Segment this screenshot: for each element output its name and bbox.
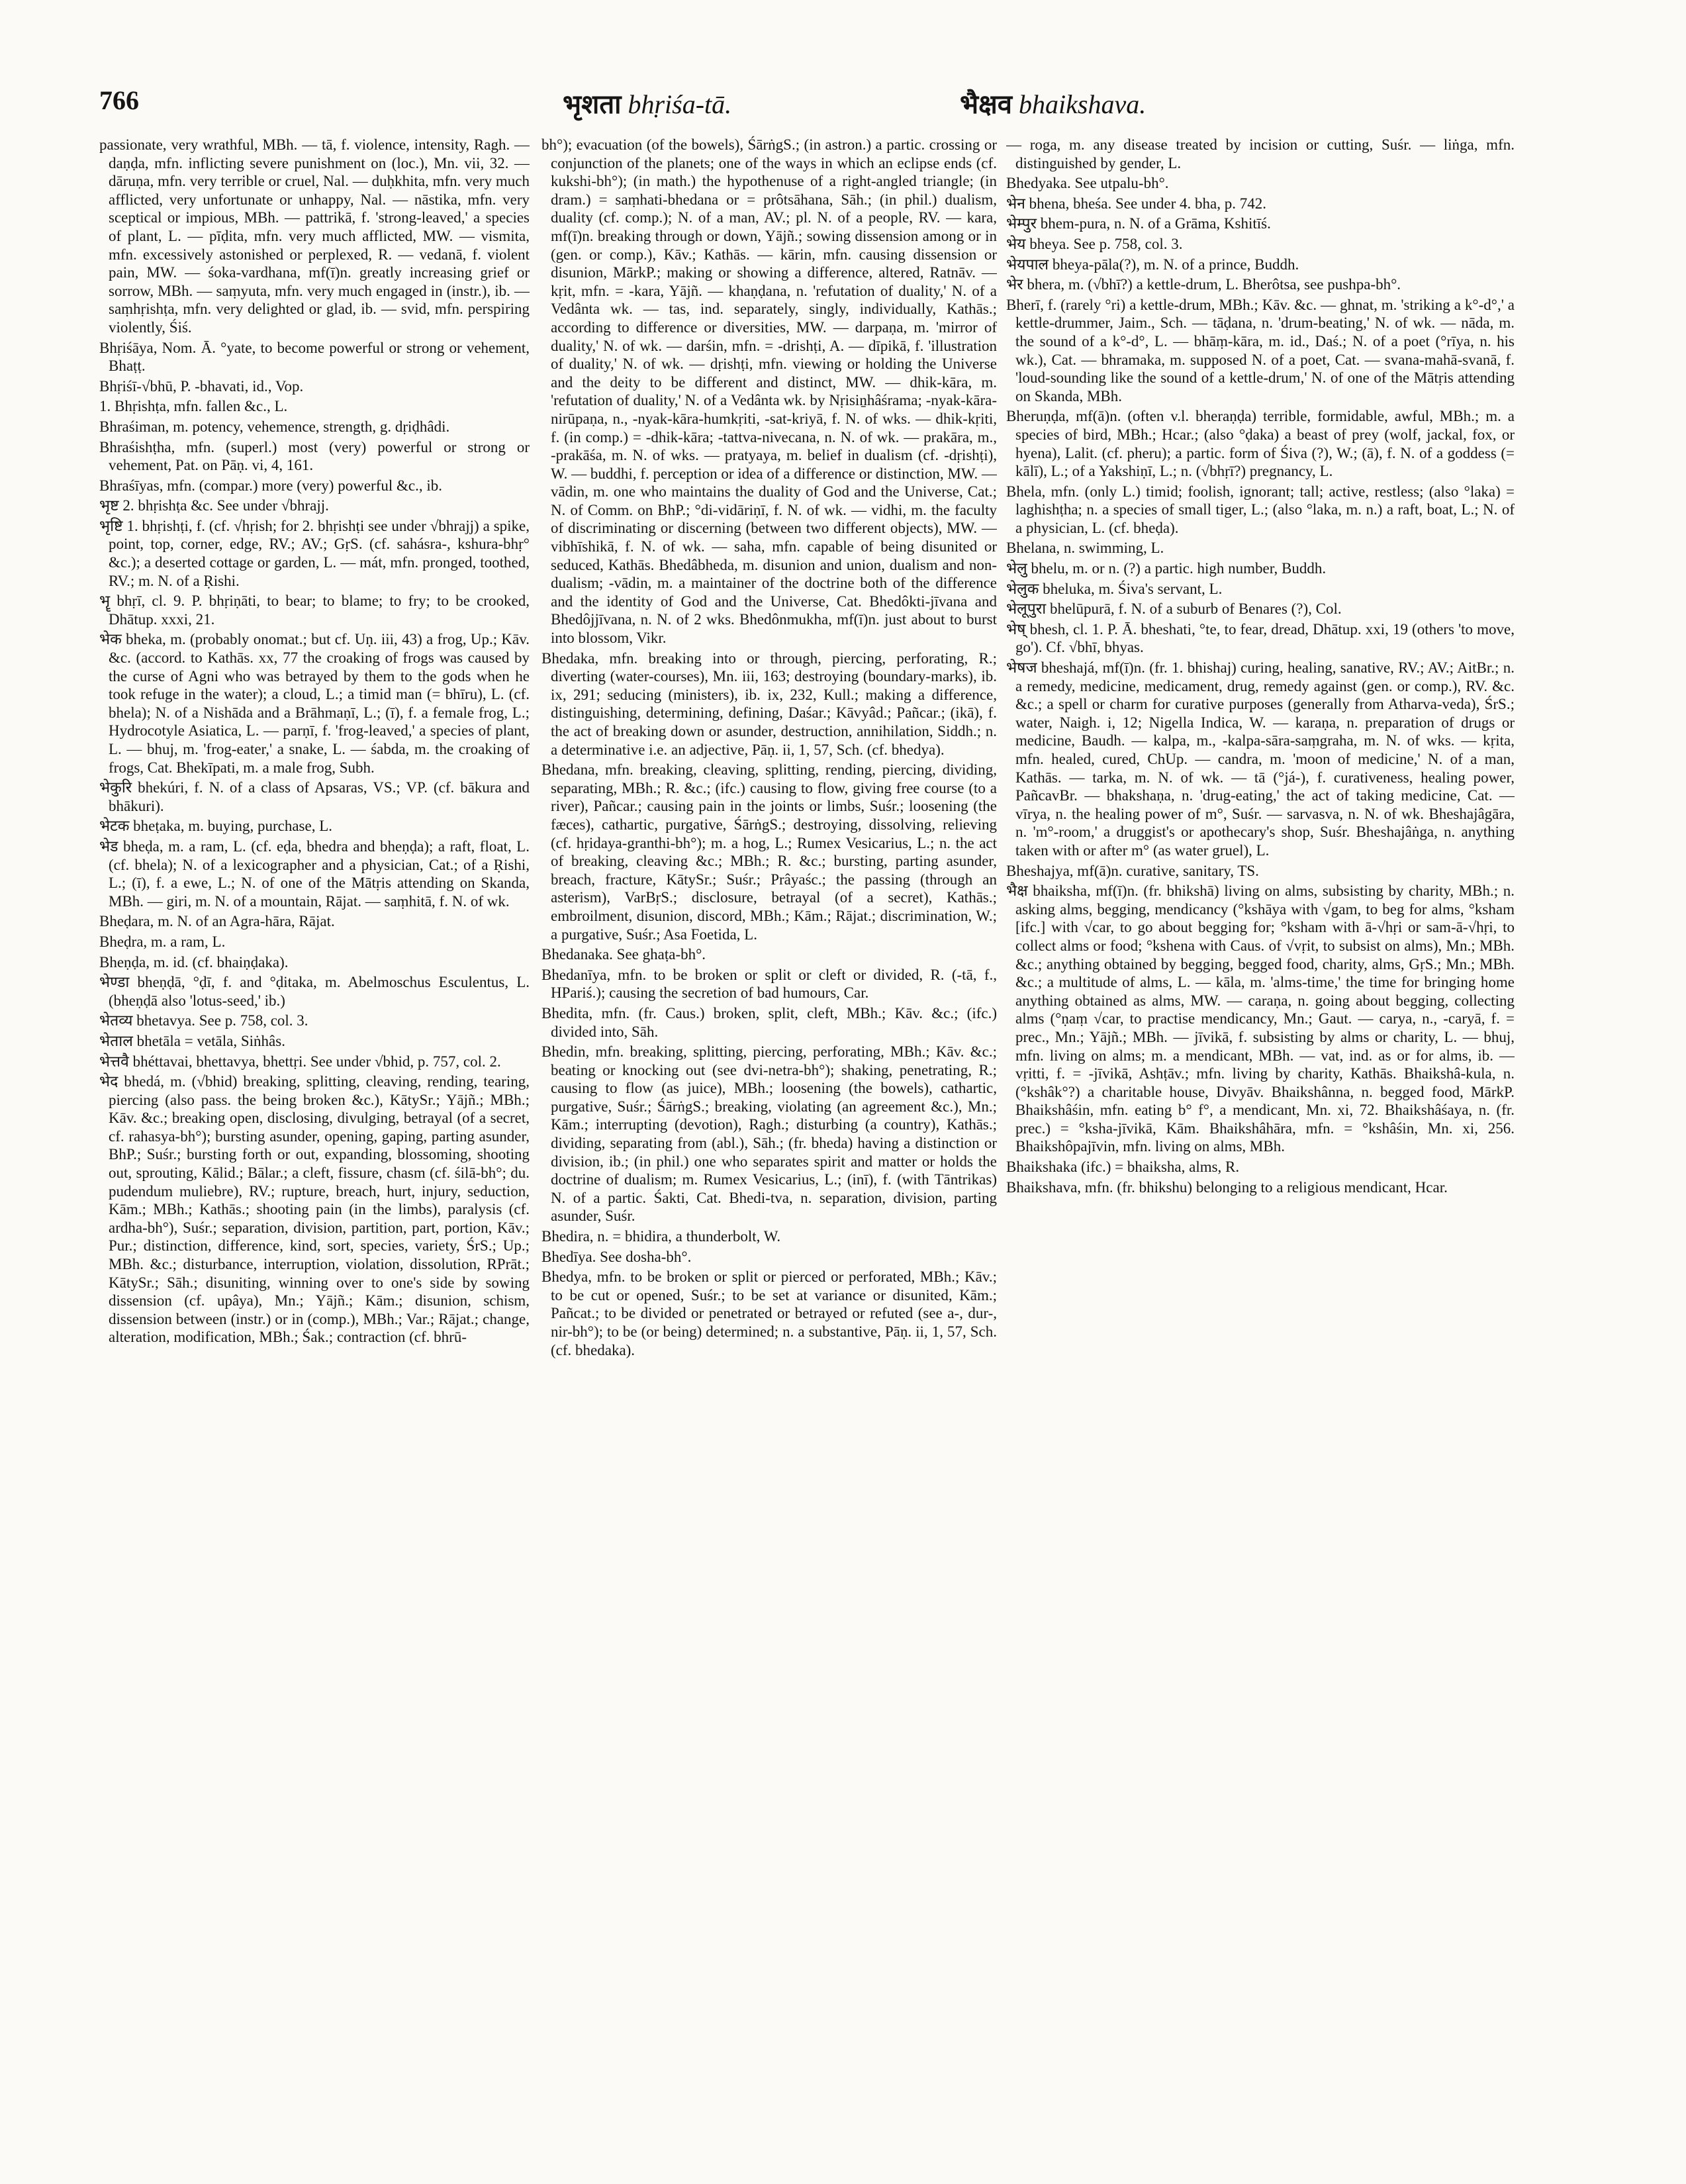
dictionary-entry: भेटक bheṭaka, m. buying, purchase, L. [99, 818, 333, 835]
dictionary-entry: bh°); evacuation (of the bowels), ŚārṅgS.; (in astron.) a partic. crossing or conjunction of the planets; one of the ways in which an eclipse ends (cf. kukshi-bh°); (in math.) the hypothenuse of a right-angled triangle; (in dram.) = saṃhati-bhedana or = prôtsāhana, Sāh.; (in phil.) dualism, duality (cf. comp.); N. of a man, AV.; pl. N. of a people, RV. — kara, mf(ī)n. breaking through or down, Yājñ.; sowing dissension among or in (gen. or comp.), Kāv.; Kathās. — kārin, mfn. causing dissension or disunion, MārkP.; making or showing a difference, altered, Ratnāv. — kṛit, mfn. = -kara, Yājñ. — khaṇḍana, n. 'refutation of duality,' N. of a Vedânta wk. — tas, ind. separately, singly, individually, Kathās.; according to difference or diversities, MW. — darpaṇa, m. 'mirror of duality,' N. of wk. — darśin, mfn. = -drishṭi, A. — dīpikā, f. 'illustration of duality,' N. of wk. — dṛishṭi, mfn. viewing or holding the Universe and the deity to be different and distinct, MW. — dhik-kāra, m. 'refutation of duality,' N. of a Vedânta wk. by Nṛisiṉhâśrama; -nyak-kāra-nirūpaṇa, n., -nyak-kāra-humkṛiti, -sat-kriyā, f. N. of wks. — dhik-kṛiti, f. (in comp.) = -dhik-kāra; -tattva-nivecana, n. N. of wk. — prakāra, m., -prakāśa, m. N. of wks. — pratyaya, m. belief in dualism (cf. -dṛishṭi), W. — buddhi, f. perception or idea of a difference or distinction, MW. — vādin, m. one who maintains the duality of God and the Universe, Cat.; N. of Comm. on BhP.; °di-vidāriṇī, f. N. of wk. — vidhi, m. the faculty of discriminating or discerning (between two different objects), MW. — vibhīshikā, f. N. of wk. — saha, mfn. capable of being disunited or seduced, Kathās. Bhedâbheda, m. disunion and union, dualism and non-dualism; -vādin, m. a maintainer of the doctrine both of the difference and the identity of God and the Universe, Cat. Bhedôkti-jīvana and Bhedôjjīvana, n. N. of 2 wks. Bhedônmukha, mf(ī)n. just about to burst into blossom, Vikr. [541, 136, 997, 647]
left-running-head-roman: bhṛiśa-tā. [628, 89, 732, 119]
dictionary-entry: Bhaikshava, mfn. (fr. bhikshu) belonging to a religious mendicant, Hcar. [1006, 1178, 1448, 1196]
dictionary-entry: Bhṛiśī-√bhū, P. -bhavati, id., Vop. [99, 377, 304, 395]
dictionary-entry: भृष्ट 2. bhṛishṭa &c. See under √bhrajj. [99, 497, 329, 514]
dictionary-entry: Bhaikshaka (ifc.) = bhaiksha, alms, R. [1006, 1159, 1240, 1176]
dictionary-entry: Bhedīya. See dosha-bh°. [541, 1248, 692, 1265]
dictionary-entry: भेतव्य bhetavya. See p. 758, col. 3. [99, 1012, 308, 1029]
dictionary-entry: भेय bheya. See p. 758, col. 3. [1006, 235, 1183, 252]
dictionary-entry: Bhraśiman, m. potency, vehemence, strength, g. dṛiḍhâdi. [99, 418, 450, 435]
column-2 [541, 136, 997, 2148]
dictionary-entry: भेलूपुरा bhelūpurā, f. N. of a suburb of Benares (?), Col. [1006, 600, 1342, 618]
dictionary-entry: Bherī, f. (rarely °ri) a kettle-drum, MBh.; Kāv. &c. — ghnat, m. 'striking a k°-d°,' a kettle-drummer, Jaim., Sch. — tāḍana, n. 'drum-beating,' N. of wk. — nāda, m. the sound of a k°-d°, L. — bhāṃ-kāra, m. id., Daś.; N. of a poet (°rīya, n. his wk.), Cat. — bhramaka, m. supposed N. of a poet, Cat. — svana-mahā-svanā, f. 'loud-sounding like the sound of a kettle-drum,' N. of one of the Mātṛis attending on Skanda, MBh. [1006, 296, 1515, 404]
dictionary-entry: — roga, m. any disease treated by incision or cutting, Suśr. — liṅga, mfn. distinguished by gender, L. [1006, 136, 1515, 171]
dictionary-entry: भृष्टि 1. bhṛishṭi, f. (cf. √hṛish; for 2. bhṛishṭi see under √bhrajj) a spike, point, top, corner, edge, RV.; AV.; GṛS. (cf. sahásra-, kshura-bhṛ° &c.); a deserted cottage or garden, L. — mát, mfn. pronged, toothed, RV.; m. N. of a Ṛishi. [99, 517, 530, 589]
dictionary-entry: Bhela, mfn. (only L.) timid; foolish, ignorant; tall; active, restless; (also °laka) = laghishṭha; n. a species of small tiger, L.; (also °laka, m. n.) a raft, boat, L.; N. of a physician, L. (cf. bheḍa). [1006, 483, 1515, 536]
dictionary-entry: Bhṛiśāya, Nom. Ā. °yate, to become powerful or strong or vehement, Bhaṭṭ. [99, 339, 530, 375]
column-1 [99, 136, 530, 2148]
dictionary-entry: Bheshajya, mf(ā)n. curative, sanitary, TS. [1006, 862, 1259, 879]
dictionary-entry: Bhedanīya, mfn. to be broken or split or cleft or divided, R. (-tā, f., HPariś.); causing the secretion of bad humours, Car. [541, 966, 997, 1002]
dictionary-entry: passionate, very wrathful, MBh. — tā, f. violence, intensity, Ragh. — daṇḍa, mfn. inflicting severe punishment on (loc.), Mn. vii, 32. — dāruṇa, mfn. very terrible or cruel, Nal. — duḥkhita, mfn. very much afflicted, very unfortunate or unhappy, Nal. — nāstika, mfn. very sceptical or impious, MBh. — pattrikā, f. 'strong-leaved,' a species of plant, L. — pīḍita, mfn. very much afflicted, MW. — vismita, mfn. excessively astonished or perplexed, R. — vedanā, f. violent pain, MW. — śoka-vardhana, mf(ī)n. greatly increasing grief or sorrow, MBh. — saṃyuta, mfn. very much engaged in (instr.), ib. — saṃhṛishṭa, mfn. very delighted or glad, ib. — svid, mfn. perspiring violently, Śiś. [99, 136, 530, 336]
dictionary-entry: भेलुक bheluka, m. Śiva's servant, L. [1006, 580, 1223, 597]
dictionary-entry: भॄ bhṛī, cl. 9. P. bhṛiṇāti, to bear; to blame; to fry; to be crooked, Dhātup. xxxi, 21. [99, 593, 530, 628]
dictionary-entry: भेकुरि bhekúri, f. N. of a class of Apsaras, VS.; VP. (cf. bākura and bhākuri). [99, 779, 530, 814]
dictionary-entry: Bhedin, mfn. breaking, splitting, piercing, perforating, MBh.; Kāv. &c.; beating or knocking out (see dvi-netra-bh°); shaking, penetrating, R.; causing to flow (as juice), MBh.; loosening (the bowels), cathartic, purgative, Suśr.; ŚārṅgS.; breaking, violating (an agreement &c.), Mn.; Kām.; interrupting (devotion), Ragh.; disturbing (a country), Kathās.; dividing, separating from (abl.), Sāh.; (fr. bheda) having a distinction or division, ib.; (in phil.) one who separates spirit and matter or holds the doctrine of dualism; m. Rumex Vesicarius, L.; (inī), f. (with Tāntrikas) N. of a partic. Śakti, Cat. Bhedi-tva, n. separation, division, parting asunder, Suśr. [541, 1043, 997, 1225]
left-running-head-devanagari: भृशता [563, 89, 622, 120]
dictionary-entry: भेण्डा bheṇḍā, °ḍī, f. and °ḍitaka, m. Abelmoschus Esculentus, L. (bheṇḍā also 'lotus-seed,' ib.) [99, 974, 530, 1009]
dictionary-entry: Bhedaka, mfn. breaking into or through, piercing, perforating, R.; diverting (water-courses), Mn. iii, 163; destroying (boundary-marks), ib. ix, 291; seducing (ministers), ib. ix, 232, Kull.; making a difference, distinguishing, determining, defining, Daśar.; Kāvyâd.; Pañcar.; (ikā), f. the act of breaking down or asunder, destruction, annihilation, Siddh.; n. a determinative i.e. an adjective, Pāṇ. ii, 1, 57, Sch. (cf. bhedya). [541, 649, 997, 758]
dictionary-entry: भेद bhedá, m. (√bhid) breaking, splitting, cleaving, rending, tearing, piercing (also pass. the being broken &c.), KātySr.; Yājñ.; MBh.; Kāv. &c.; breaking open, disclosing, divulging, betrayal (of a secret, cf. rahasya-bh°); bursting asunder, opening, gaping, parting asunder, BhP.; Suśr.; bursting forth or out, expanding, blossoming, shooting out, sprouting, Kālid.; Bālar.; a cleft, fissure, chasm (cf. śilā-bh°; du. pudendum muliebre), RV.; rupture, breach, hurt, injury, seduction, Kām.; MBh.; Kathās.; shooting pain (in the limbs), paralysis (cf. ardha-bh°), Suśr.; separation, division, partition, part, portion, Kāv.; Pur.; distinction, difference, kind, sort, species, variety, ŚrS.; Up.; MBh. &c.; disturbance, interruption, violation, dissolution, RPrāt.; KātySr.; Sāh.; disuniting, winning over to one's side by sowing dissension (cf. upâya), Mn.; Yājñ.; Kām.; disunion, schism, dissension between (instr.) or in (comp.), MBh.; Var.; Rājat.; change, alteration, modification, MBh.; Śak.; contraction (cf. bhrū- [99, 1073, 530, 1346]
page-number: 766 [99, 85, 139, 115]
dictionary-entry: Bheṇḍa, m. id. (cf. bhaiṇḍaka). [99, 953, 289, 971]
dictionary-entry: Bheḍra, m. a ram, L. [99, 933, 226, 950]
dictionary-entry: Bheruṇḍa, mf(ā)n. (often v.l. bheraṇḍa) terrible, formidable, awful, MBh.; m. a species of bird, MBh.; Hcar.; (also °ḍaka) a beast of prey (wolf, jackal, fox, or hyena), Lalit. (cf. pheru); a partic. form of Śiva (?), W.; (ā), f. N. of a goddess (= kālī), L.; of a Yakshiṇī, L.; n. (√bhṛī?) pregnancy, L. [1006, 408, 1515, 480]
right-running-head-roman: bhaikshava. [1019, 89, 1147, 119]
dictionary-entry: भेयपाल bheya-pāla(?), m. N. of a prince, Buddh. [1006, 256, 1299, 273]
dictionary-entry: Bhedya, mfn. to be broken or split or pierced or perforated, MBh.; Kāv.; to be cut or opened, Suśr.; to be set at variance or disunited, Kām.; Pañcat.; to be divided or penetrated or betrayed or refuted (see a-, dur-, nir-bh°); to be (or being) determined; n. a substantive, Pāṇ. ii, 1, 57, Sch. (cf. bhedaka). [541, 1268, 997, 1358]
page-header [99, 85, 1582, 131]
dictionary-entry: भेलु bhelu, m. or n. (?) a partic. high number, Buddh. [1006, 560, 1327, 577]
dictionary-entry: भेषज bheshajá, mf(ī)n. (fr. 1. bhishaj) curing, healing, sanative, RV.; AV.; AitBr.; n. a remedy, medicine, medicament, drug, remedy against (gen. or comp.), RV. &c. &c.; a spell or charm for curative purposes (generally from Atharva-veda), ŚrS.; water, Naigh. i, 12; Nigella Indica, W. — karaṇa, n. preparation of drugs or medicine, Baudh. — kalpa, m., -kalpa-sāra-saṃgraha, m. N. of wks. — kṛita, mfn. healed, cured, ChUp. — candra, m. 'moon of medicine,' N. of a man, Kathās. — tarka, m. N. of wk. — tā (°já-), f. curativeness, healing power, PañcavBr. — bhakshaṇa, n. 'drug-eating,' the act of taking medicine, Cat. — vīrya, n. the healing power of m°, Suśr. — sarvasva, n. N. of wk. Bheshajâgāra, n. 'm°-room,' a druggist's or apothecary's shop, Suśr. Bheshajâṅga, n. anything taken with or after m° (as water gruel), L. [1006, 659, 1515, 859]
dictionary-entry: Bhedanaka. See ghaṭa-bh°. [541, 946, 706, 963]
column-3 [1006, 136, 1515, 2148]
dictionary-entry: Bheḍara, m. N. of an Agra-hāra, Rājat. [99, 913, 335, 930]
dictionary-entry: भेर bhera, m. (√bhī?) a kettle-drum, L. Bherôtsa, see pushpa-bh°. [1006, 276, 1401, 293]
dictionary-entry: Bhedita, mfn. (fr. Caus.) broken, split, cleft, MBh.; Kāv. &c.; (ifc.) divided into, Sāh. [541, 1004, 997, 1040]
dictionary-entry: Bhelana, n. swimming, L. [1006, 540, 1164, 557]
right-running-head [960, 85, 1146, 121]
dictionary-entry: Bhraśīyas, mfn. (compar.) more (very) powerful &c., ib. [99, 477, 442, 494]
dictionary-entry: भेष् bhesh, cl. 1. P. Ā. bheshati, °te, to fear, dread, Dhātup. xxi, 19 (others 'to move, go'). Cf. √bhī, bhyas. [1006, 620, 1515, 656]
dictionary-entry: Bhraśishṭha, mfn. (superl.) most (very) powerful or strong or vehement, Pat. on Pāṇ. vi, 4, 161. [99, 438, 530, 474]
dictionary-entry: भेम्पुर bhem-pura, n. N. of a Grāma, Kshitīś. [1006, 215, 1271, 232]
right-running-head-devanagari: भैक्षव [960, 89, 1013, 120]
dictionary-entry: Bhedana, mfn. breaking, cleaving, splitting, rending, piercing, dividing, separating, MBh.; R. &c.; (ifc.) causing to flow, giving free course (to a river), Pañcar.; causing pain in the joints or limbs, Suśr.; loosening (the fæces), cathartic, purgative, ŚārṅgS.; destroying, dissolving, relieving (cf. hṛidaya-granthi-bh°); m. a hog, L.; Rumex Vesicarius, L.; n. the act of breaking, cleaving &c.; MBh.; R. &c.; bursting, parting asunder, breach, fracture, KātySr.; Suśr.; Prâyaśc.; the passing (through an asterism), VarBṛS.; disclosure, betrayal (of a secret), Kathās.; embroilment, disunion, discord, MBh.; Kām.; Rājat.; discrimination, W.; a purgative, Suśr.; Asa Foetida, L. [541, 761, 997, 943]
dictionary-entry: Bhedyaka. See utpalu-bh°. [1006, 175, 1169, 192]
dictionary-entry: भेड bheḍa, m. a ram, L. (cf. eḍa, bhedra and bheṇḍa); a raft, float, L. (cf. bhela); N. of a lexicographer and a physician, Cat.; of a Ṛishi, L.; (ī), f. a ewe, L.; N. of one of the Mātṛis attending on Skanda, MBh. — giri, m. N. of a mountain, Rājat. — saṃhitā, f. N. of wk. [99, 837, 530, 910]
dictionary-entry: 1. Bhṛishṭa, mfn. fallen &c., L. [99, 398, 288, 415]
dictionary-entry: भैक्ष bhaiksha, mf(ī)n. (fr. bhikshā) living on alms, subsisting by charity, MBh.; n. asking alms, begging, mendicancy (°kshāya with √gam, to beg for alms, °ksham [ifc.] with √car, to go about begging for; °ksham with ā-√hṛi or sam-ā-√hṛi, to collect alms or food; °kshena with Caus. of √vṛit, to subsist on alms), Mn.; MBh. &c.; anything obtained by begging, begged food, charity, alms, GṛS.; Mn.; MBh. &c.; a multitude of alms, L. — kāla, m. 'alms-time,' the time for bringing home anything obtained as alms, MW. — caraṇa, n. going about begging, collecting alms (°ṇaṃ √car, to practise mendicancy, Mn.; Gaut. — carya, n., -caryā, f. = prec., Mn.; Yājñ.; MBh. — jīvikā, f. subsisting by alms or charity, L. — bhuj, mfn. living on alms; m. a mendicant, MBh. — vat, ind. as or for alms, ib. — vṛitti, f. = -jīvikā, Ashṭāv.; mfn. living by charity, Kathās. Bhaikshâ-kula, n. (°kshâk°?) a charitable house, Divyāv. Bhaikshânna, n. begged food, MārkP. Bhaikshâśin, mfn. eating b° f°, a mendicant, Mn. xi, 72. Bhaikshâśaya, n. (fr. prec.) = °ksha-jīvikā, Kām. Bhaikshâhāra, mfn. = °kshâśin, Mn. xi, 256. Bhaikshôpajīvin, mfn. living on alms, MBh. [1006, 882, 1515, 1155]
dictionary-entry: भेताल bhetāla = vetāla, Siṅhâs. [99, 1032, 285, 1049]
dictionary-entry: भेक bheka, m. (probably onomat.; but cf. Uṇ. iii, 43) a frog, Up.; Kāv. &c. (accord. to Kathās. xx, 77 the croaking of frogs was caused by the curse of Agni who was betrayed by them to the gods when he took refuge in the water); a cloud, L.; a timid man (= bhīru), L. (cf. bhela); N. of a Nishāda and a Brāhmaṇī, L.; (ī), f. a female frog, L.; Hydrocotyle Asiatica, L. — parṇī, f. 'frog-leaved,' a species of plant, L. — bhuj, m. 'frog-eater,' a snake, L. — śabda, m. the croaking of frogs, Cat. Bhekīpati, m. a male frog, Subh. [99, 631, 530, 776]
dictionary-entry: भेन bhena, bheśa. See under 4. bha, p. 742. [1006, 195, 1267, 212]
dictionary-entry: Bhedira, n. = bhidira, a thunderbolt, W. [541, 1228, 781, 1245]
left-running-head [563, 85, 731, 121]
dictionary-entry: भेत्तवै bhéttavai, bhettavya, bhettṛi. See under √bhid, p. 757, col. 2. [99, 1053, 501, 1070]
